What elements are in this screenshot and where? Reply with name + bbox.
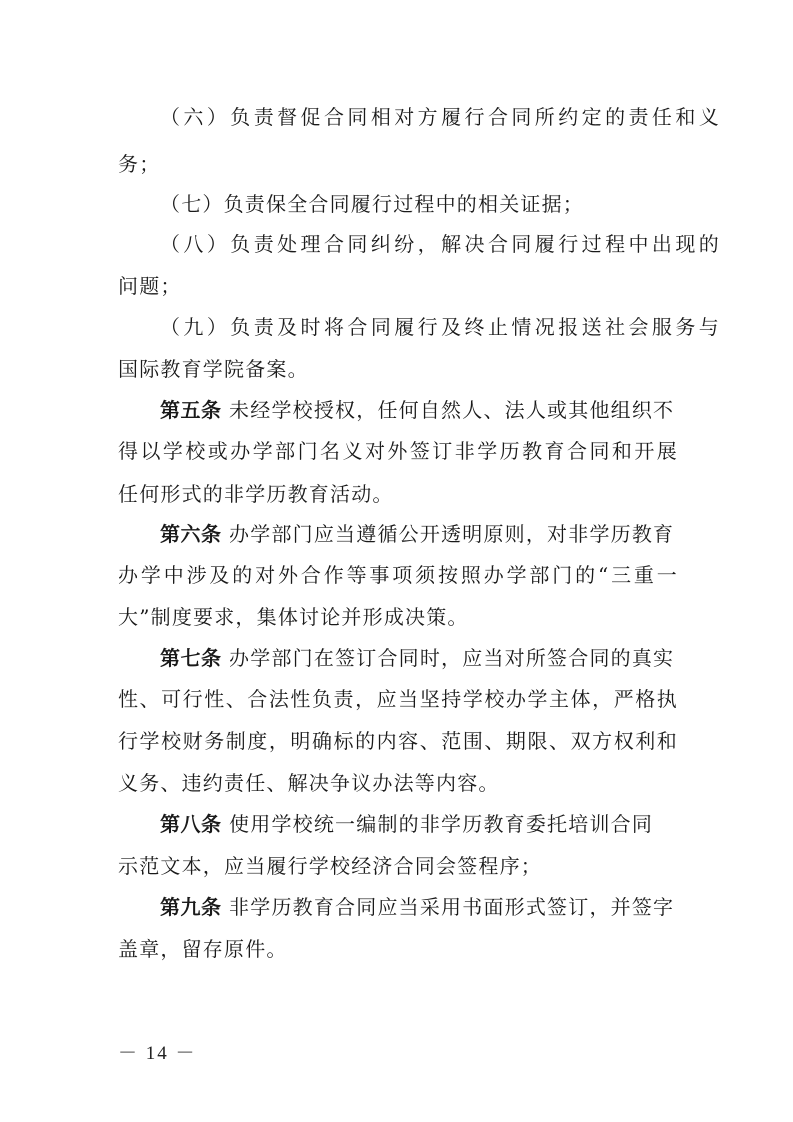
paragraph-line [118,727,678,755]
article-line [160,810,720,838]
text-span: （六）负责督促合同相对方履行合同所约定的责任和义 [160,105,720,129]
article-heading: 第九条 [160,895,222,919]
article-line [160,520,720,548]
article-heading: 第六条 [160,522,222,546]
paragraph-line [118,480,678,508]
text-span: （七）负责保全合同履行过程中的相关证据； [160,192,584,216]
article-line [160,644,720,672]
article-heading: 第五条 [160,398,222,422]
text-span: 示范文本，应当履行学校经济合同会签程序； [118,854,542,878]
text-span: 大”制度要求，集体讨论并形成决策。 [118,605,469,629]
text-span: 行学校财务制度，明确标的内容、范围、期限、双方权利和 [118,729,678,753]
paragraph-line [160,313,720,341]
text-span: （八）负责处理合同纠纷，解决合同履行过程中出现的 [160,232,720,256]
text-span: 使用学校统一编制的非学历教育委托培训合同 [221,812,654,836]
paragraph-line [118,561,678,589]
text-span: 性、可行性、合法性负责，应当坚持学校办学主体，严格执 [118,687,678,711]
text-span: 国际教育学院备案。 [118,357,309,381]
article-line [160,893,720,921]
text-span: 办学部门在签订合同时，应当对所签合同的真实 [221,646,675,670]
text-span: 盖章，留存原件。 [118,937,288,961]
text-span: 得以学校或办学部门名义对外签订非学历教育合同和开展 [118,439,678,463]
text-span: 务； [118,152,161,176]
text-span: 未经学校授权，任何自然人、法人或其他组织不 [221,398,675,422]
article-heading: 第七条 [160,646,222,670]
page-number: － 14 － [118,1043,197,1064]
text-span: 问题； [118,274,182,298]
paragraph-line [118,935,678,963]
text-span: 办学中涉及的对外合作等事项须按照办学部门的“三重一 [118,563,678,587]
paragraph-line [160,103,720,131]
text-span: 义务、违约责任、解决争议办法等内容。 [118,771,500,795]
paragraph-line [118,437,678,465]
paragraph-line [118,150,678,178]
paragraph-line [160,190,720,218]
text-span: （九）负责及时将合同履行及终止情况报送社会服务与 [160,315,720,339]
article-heading: 第八条 [160,812,222,836]
paragraph-line [160,230,720,258]
text-span: 非学历教育合同应当采用书面形式签订，并签字 [221,895,675,919]
text-span: 办学部门应当遵循公开透明原则，对非学历教育 [221,522,675,546]
paragraph-line [118,685,678,713]
paragraph-line [118,769,678,797]
article-line [160,396,720,424]
paragraph-line [118,355,678,383]
paragraph-line [118,603,678,631]
paragraph-line [118,852,678,880]
text-span: 任何形式的非学历教育活动。 [118,482,394,506]
paragraph-line [118,272,678,300]
